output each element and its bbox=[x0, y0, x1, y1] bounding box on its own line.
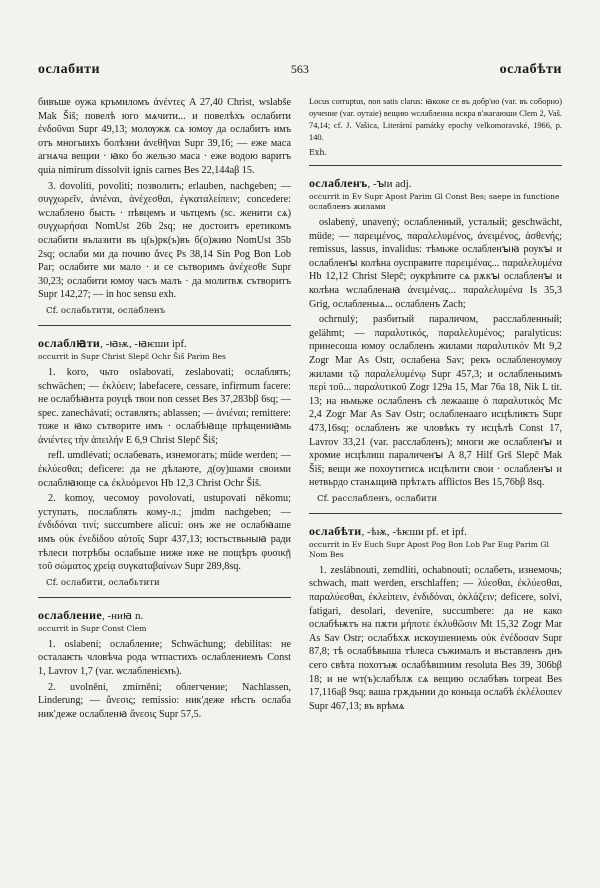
page-number: 563 bbox=[290, 62, 309, 76]
entry-sense-1: 1. koго, чьто oslabovati, zeslabovati; ослаблять; schwächen; — ἐκλύειν; labefacere, cessare, infirmum facere: не ослабѣꙗнта роуцѣ твои non cesset Bes 37,283bβ 6sq; — spec. zanechávati; оставлять; ablassen; — ἀνιέναι; remittere: тоже и ꙗко сътворите имъ · ослабѣꙗще прѣщениꙗмь ἀνιέντες τὴν ἀπειλήν E 6,9 Christ Slepč Šiš; bbox=[38, 366, 291, 446]
entry-separator bbox=[38, 325, 291, 326]
continued-entry-sense-3: 3. dovoliti, povoliti; позволить; erlauben, nachgeben; — συγχωρεῖν, ἀνιέναι, ἀνέχεσθαι, ἐγκαταλείπειν; concedere: wслабленo бысть · пѣвцемъ и чьтцемъ (sc. женити сѧ) συγχωρήσαι NomUst 26b 2sq; не достоитъ еретикомъ ослабити вълазити въ ц(ь)рк(ъ)въ б(о)жию NomUst 35b 2sq; ослаби ми да почию ἄνες Ps 38,14 Sin Pog Bon Lob Par; ослабите ми мало · и се сътворимъ ἀνέχεσθε Supr 30,23; ослабити юмоу часъ малъ · да молитвѫ сътворитъ Supr 142,27; — in hoc sensu exh. bbox=[38, 180, 291, 301]
headword: ослабление bbox=[38, 607, 102, 622]
entry-sense-refl: refl. umdlévati; ослабевать, изнемогать; müde werden; — ἐκλύεσθαι; deficere: да не дѣлаюте, д(оу)шами своими ослаблꙗюще сѧ ἐκλυόμενοι Hb 12,3 Christ Ochr Šiš. bbox=[38, 450, 291, 489]
header-right-word: ослаб‍ѣти bbox=[499, 62, 562, 77]
headword: ослаблꙗти bbox=[38, 335, 101, 350]
entry-sense-2: 2. uvolnění, zmírnění; облегчение; Nachlassen, Linderung; — ἄνεσις; remissio: ник'деже нѣсть ослаба ник'деже ослабленꙗ ἄνεσις Supr 57,5. bbox=[38, 681, 291, 720]
entry-separator bbox=[309, 165, 562, 166]
entry-sense-1: oslabený, unavený; ослабленный, усталый; geschwächt, müde; — παρειμένος, παραλελυμένος, ἀνειμένος, ἀσθενής; remissus, lassus, invalidus: тѣмьже ослабленꙑꙗ роукꙑ и ослабленꙑ колѣна оусправите παρειμένας... παραλελυμένα Hb 12,12 Christ Slepč; оукрѣпите сѧ рѫкꙑ ослабленꙑ и колѣна wслабленаꙗ ἀνειμένας... παραλελυμένα Is 35,3 Grig, ослабленыѧ... ослабленъ Zach; bbox=[309, 217, 562, 310]
headword-forms: , -ꙑи adj. bbox=[367, 178, 412, 190]
entry-headword-line bbox=[38, 336, 291, 351]
headword: ослабѣти bbox=[309, 523, 362, 538]
entry-separator bbox=[38, 597, 291, 598]
corrupt-locus-note: Locus corruptus, non satis clarus: ꙗкоже се въ добр'ио (var. въ соборно) оучение (var. оутаіе) вещию wслаблениа искра в'жагаюши Clem 2, Vaš. 74,14; cf. J. Vašica, Literární památky epochy velkomoravské, 1966, p. 140. bbox=[309, 97, 562, 142]
entry-separator bbox=[309, 513, 562, 514]
dictionary-entry bbox=[309, 524, 562, 714]
dictionary-entry bbox=[38, 336, 291, 589]
dictionary-columns bbox=[38, 96, 562, 870]
headword: ослабленъ bbox=[309, 176, 368, 190]
exhaustive-note: Exh. bbox=[309, 148, 328, 157]
occurrence-sources: occurrit in Ev Supr Apost Parim Gl Const Bes; saepe in functione ослабленъ жилами bbox=[309, 192, 560, 211]
right-column bbox=[309, 96, 562, 870]
entry-headword-line bbox=[38, 608, 291, 623]
cross-reference: Cf. ослабити, ослабьтити bbox=[46, 577, 160, 588]
running-header bbox=[38, 62, 562, 84]
entry-sense-2: 2. komoу, чесомоу povolovati, ustupovati někomu; уступать, послаблять кому-л.; jmdm nachgeben; — ἐνδιδόναι τινί; succumbere alicui: онъ же не ослабꙗаше имъ ούκ ἐνεδίδου αὐτοῖς Supr 437,13; юстьствьныꙗ ради тѣлеси потрѣбы ослабьше ниже иже не пощѣръ φυσικῇ τοῦ σώματος χρείᾳ συγκαταβαίνων Supr 289,8sq. bbox=[38, 493, 291, 573]
entry-sense-2: ochrnulý; разбитый параличом, расслабленный; gelähmt; — παραλυτικός, παραλελυμένος; paralyticus: принесоша юмоу ослабленъ жилами παραλυτικόν Mt 9,2 Zogr Mar As Ostr, ослабена Sav; рекъ ослабленоумоу жилами τῷ παραλελυμένῳ Supr 457,3; и ослабленыимъ περὶ τοῦ... παραλυτικοῦ Zogr 129a 15, Mar 76a 18, Nik L tit. 13; на ньмьже ослабленъ сѣ лежааше ὁ παραλυτικός Mc 2,4 Zogr Mar As Sav Ostr; ослабленааго исцѣлиѥть Supr 473,16sq; ослабленъ же чловѣкъ ту исцѣлѣ Const 17, Lavrov 33,21 (var. расслабленъ); многи же ослабленꙑ и хромие исцѣлиш параличенꙑ A 8,7 Hilf Grš Slepč Mak Šiš; вещи же похоутитисѧ исцѣлити свои · ослабленꙑ и нетвьрдо станѧщиꙗ прѣтѧть afflictos Bes 15,76bβ 8sq. bbox=[309, 314, 562, 489]
occurrence-sources: occurrit in Supr Christ Slepč Ochr Šiš Parim Bes bbox=[38, 351, 226, 361]
header-left-word: ослабити bbox=[38, 62, 101, 77]
entry-headword-line bbox=[309, 176, 562, 191]
headword-forms: , -ѣѭ, -ѣѥши pf. et ipf. bbox=[361, 525, 467, 538]
entry-sense-1: 1. zeslábnouti, zemdlíti, ochabnouti; ослабеть, изнемочь; schwach, matt werden, erschlaffen; — λύεσθαι, ἐκλύεσθαι, παραλύεσθαι, ἐκλείπειν, ἐνδιδόναι, ὀκλάζειν; deficere, solvi, fatigari, desolari, devenire, succumbere: да не како ослабѣѭтъ на пѫти μήποτε ἐκλυθῶσιν Mt 15,32 Zogr Mar As Sav Ostr; ослабѣхѫ искоушениемь οὐκ ἐνέδοσαν Supr 87,8; тѣ ослабѣвыша тѣлеса съжималъ и въставленъ днъ сего свѣта похотъѭ ослабѣвшиим resoluta Bes 39, 306bβ 18; и не wт(ъ)слабѣлѫ сѧ вещию ослабѣвъ torpeat Bes 17,116aβ 9sq; ваша грѫдьнии до коньца ослабѣ ἐκλέλοιπεν Supr 467,13; въ врѣмѧ bbox=[309, 564, 562, 712]
entry-headword-line bbox=[309, 524, 562, 539]
headword-forms: , -ниꙗ n. bbox=[101, 609, 144, 622]
dictionary-entry bbox=[38, 608, 291, 722]
entry-sense-1: 1. oslabení; ослабление; Schwächung; debilitas: не осталаѥть чловѣча рода wтпастихъ ослаблениемъ Const 1, Lavrov 1,7 (var. ѡслабленіємъ). bbox=[38, 638, 291, 677]
headword-forms: , -ꙗѭ, -ꙗѥши ipf. bbox=[100, 337, 187, 350]
occurrence-sources: occurrit in Supr Const Clem bbox=[38, 623, 147, 633]
occurrence-sources: occurrit in Ev Euch Supr Apost Pog Bon Lob Par Eug Parim Gl Nom Bes bbox=[309, 539, 549, 559]
continued-entry-text: бивъше оужа кръмиломъ ἀνέντες A 27,40 Christ, wslabše Mak Šiš; повелѣ юго мѧчити... и повелѣхъ ослабити ἐνδοῦναι Supr 49,13; молѹжѫ сѧ юмоу да ослабитъ имъ отъ многыихъ болѣзни ἀνεθῆναι Supr 39,16; — еже маса агнѧча вещии ‧ ꙗко бо жельзо маса ‧ еже водою варитъ quia nimirum dissolvit ignis carnes Bes 22,144aβ 15. bbox=[38, 97, 291, 176]
cross-reference: Cf. расслабленъ, ослабити bbox=[317, 493, 438, 504]
left-column bbox=[38, 96, 291, 870]
cross-reference: Cf. ослабьтити, ослабленъ bbox=[46, 305, 166, 316]
dictionary-entry bbox=[309, 176, 562, 505]
